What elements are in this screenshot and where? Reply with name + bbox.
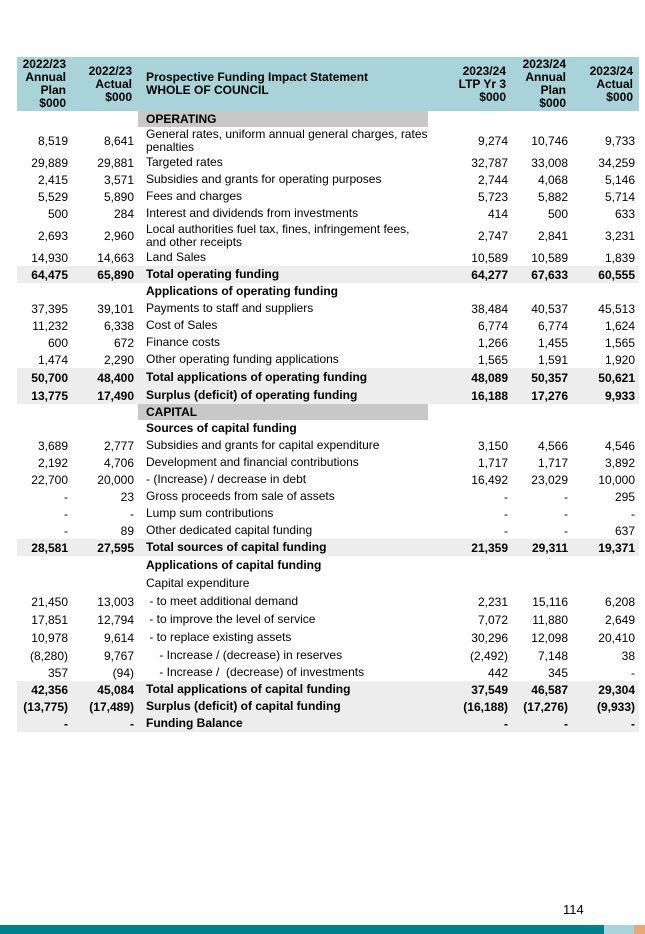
cell-actual-2022: 284 <box>113 206 134 221</box>
table-row <box>17 317 639 334</box>
cell-annual-plan-2023: 23,029 <box>531 472 568 487</box>
cell-actual-2022: 29,881 <box>97 155 134 170</box>
cell-description: Fees and charges <box>146 189 243 203</box>
cell-actual-2023: 3,231 <box>604 228 635 243</box>
cell-actual-2023: 50,621 <box>598 370 635 385</box>
table-row <box>17 351 639 368</box>
cell-actual-2023: 45,513 <box>598 301 635 316</box>
cell-actual-2022: 8,641 <box>103 133 134 148</box>
table-row <box>17 505 639 522</box>
cell-annual-plan-2023 <box>512 404 572 420</box>
cell-actual-2023: 1,565 <box>604 335 635 350</box>
cell-annual-plan-2023: 46,587 <box>531 682 568 697</box>
subheading-row <box>17 556 639 575</box>
cell-annual-plan-2023: 4,566 <box>537 438 568 453</box>
header-col-actual-2023: 2023/24 Actual $000 <box>589 63 633 104</box>
cell-ltp-2023 <box>428 404 512 420</box>
cell-annual-plan-2022: 3,689 <box>37 438 68 453</box>
header-col-ltp-2023: 2023/24 LTP Yr 3 $000 <box>458 63 506 104</box>
cell-actual-2023: 2,649 <box>604 612 635 627</box>
cell-annual-plan-2023: 10,589 <box>531 250 568 265</box>
cell-annual-plan-2023: 11,880 <box>532 612 568 627</box>
table-header <box>17 57 639 111</box>
cell-annual-plan-2022: 64,475 <box>31 267 68 282</box>
cell-annual-plan-2022: - <box>64 523 68 538</box>
cell-annual-plan-2022: 500 <box>47 206 68 221</box>
cell-actual-2023: 1,920 <box>604 352 635 367</box>
cell-annual-plan-2023: 6,774 <box>537 318 568 333</box>
cell-actual-2022: 3,571 <box>103 172 134 187</box>
cell-actual-2023: 34,259 <box>598 155 635 170</box>
cell-actual-2022 <box>72 404 138 420</box>
cell-annual-plan-2022: 2,415 <box>37 172 68 187</box>
cell-ltp-2023: 5,723 <box>477 189 508 204</box>
cell-annual-plan-2022: 8,519 <box>37 133 68 148</box>
cell-annual-plan-2022: 17,851 <box>31 612 68 627</box>
table-row <box>17 334 639 351</box>
cell-ltp-2023: - <box>504 506 508 521</box>
cell-actual-2022: - <box>130 506 134 521</box>
cell-annual-plan-2023: (17,276) <box>523 699 568 714</box>
cell-annual-plan-2022: 2,693 <box>37 228 68 243</box>
cell-actual-2023: 633 <box>614 206 635 221</box>
cell-annual-plan-2023: 10,746 <box>531 133 568 148</box>
cell-actual-2022: 48,400 <box>97 370 134 385</box>
cell-actual-2023: 5,714 <box>604 189 635 204</box>
cell-annual-plan-2022: 29,889 <box>31 155 68 170</box>
cell-description: Other dedicated capital funding <box>146 523 313 537</box>
cell-actual-2023: 19,371 <box>598 540 635 555</box>
cell-actual-2022: 9,614 <box>103 630 134 645</box>
cell-ltp-2023: 7,072 <box>477 612 508 627</box>
table-row <box>17 127 639 154</box>
subheading-row <box>17 420 639 437</box>
cell-annual-plan-2023: - <box>564 506 568 521</box>
cell-actual-2023: 60,555 <box>598 267 635 282</box>
table-body <box>17 111 639 732</box>
table-row <box>17 437 639 454</box>
cell-description: Subsidies and grants for operating purposes <box>146 172 382 186</box>
cell-description: Funding Balance <box>146 716 243 730</box>
cell-actual-2023 <box>572 404 639 420</box>
cell-description: Development and financial contributions <box>146 455 359 469</box>
cell-actual-2023: 9,933 <box>604 388 635 403</box>
cell-description: - (Increase) / decrease in debt <box>146 472 307 486</box>
cell-ltp-2023: 2,744 <box>477 172 508 187</box>
cell-actual-2022: 27,595 <box>97 540 134 555</box>
cell-actual-2023: 10,000 <box>598 472 635 487</box>
header-col-annual-plan-2023: 2023/24 Annual Plan $000 <box>522 57 566 110</box>
cell-description: Other operating funding applications <box>146 352 339 366</box>
cell-actual-2022: (17,489) <box>89 699 134 714</box>
table-row <box>17 628 639 647</box>
section-row <box>17 111 639 127</box>
table-row <box>17 300 639 317</box>
cell-ltp-2023: 64,277 <box>471 267 508 282</box>
cell-actual-2022: 4,706 <box>103 455 134 470</box>
cell-ltp-2023: 16,188 <box>471 388 508 403</box>
cell-ltp-2023: 414 <box>487 206 508 221</box>
cell-annual-plan-2022: 2,192 <box>37 455 68 470</box>
cell-ltp-2023: 37,549 <box>471 682 508 697</box>
cell-actual-2023: 5,146 <box>604 172 635 187</box>
footer-bar <box>0 925 645 934</box>
cell-annual-plan-2023 <box>512 111 572 127</box>
cell-description: Surplus (deficit) of capital funding <box>146 699 341 713</box>
cell-annual-plan-2023: 17,276 <box>531 388 568 403</box>
total-row <box>17 266 639 283</box>
cell-annual-plan-2023: 33,008 <box>531 155 568 170</box>
footer-accent-orange <box>634 925 645 934</box>
cell-ltp-2023: 1,266 <box>477 335 508 350</box>
cell-ltp-2023: 16,492 <box>471 472 508 487</box>
table-row <box>17 664 639 681</box>
cell-actual-2023: - <box>631 665 635 680</box>
header-col-annual-plan-2022: 2022/23 Annual Plan $000 <box>22 57 66 110</box>
cell-actual-2022 <box>72 111 138 127</box>
cell-description: Capital expenditure <box>146 576 250 590</box>
cell-annual-plan-2022: (8,280) <box>29 648 68 663</box>
cell-annual-plan-2022: 11,232 <box>32 318 68 333</box>
table-row <box>17 222 639 249</box>
cell-ltp-2023: 6,774 <box>477 318 508 333</box>
cell-description: Total sources of capital funding <box>146 540 327 554</box>
table-row <box>17 171 639 188</box>
cell-actual-2022: 5,890 <box>103 189 134 204</box>
cell-annual-plan-2022: 28,581 <box>31 540 68 555</box>
cell-actual-2022: 45,084 <box>97 682 134 697</box>
cell-actual-2023 <box>572 111 639 127</box>
cell-annual-plan-2023: - <box>564 523 568 538</box>
cell-annual-plan-2023: 1,591 <box>537 352 568 367</box>
cell-ltp-2023: 1,565 <box>477 352 508 367</box>
cell-annual-plan-2022 <box>17 404 72 420</box>
cell-annual-plan-2022: 10,978 <box>31 630 68 645</box>
cell-annual-plan-2022: 13,775 <box>31 388 68 403</box>
cell-description: - Increase / (decrease) of investments <box>146 665 365 679</box>
cell-actual-2022: 13,003 <box>97 594 134 609</box>
cell-ltp-2023: 9,274 <box>477 133 508 148</box>
cell-description: - Increase / (decrease) in reserves <box>146 648 343 662</box>
cell-annual-plan-2022: 21,450 <box>31 594 68 609</box>
cell-actual-2023: 637 <box>614 523 635 538</box>
cell-actual-2023: (9,933) <box>596 699 635 714</box>
cell-actual-2023: 4,546 <box>604 438 635 453</box>
cell-description: CAPITAL <box>146 404 198 419</box>
cell-actual-2022: 6,338 <box>103 318 134 333</box>
cell-annual-plan-2023: 12,098 <box>531 630 568 645</box>
total-row <box>17 368 639 387</box>
cell-description: - to improve the level of service <box>146 612 316 626</box>
cell-description: Payments to staff and suppliers <box>146 301 314 315</box>
table-row <box>17 592 639 611</box>
cell-description: - to meet additional demand <box>146 594 299 608</box>
cell-description: Total operating funding <box>146 267 280 281</box>
cell-annual-plan-2023: 1,717 <box>537 455 568 470</box>
cell-annual-plan-2023: 500 <box>547 206 568 221</box>
page-number: 114 <box>563 902 584 917</box>
cell-ltp-2023: 3,150 <box>477 438 508 453</box>
table-row <box>17 205 639 222</box>
cell-actual-2023: 3,892 <box>604 455 635 470</box>
cell-annual-plan-2023: 4,068 <box>537 172 568 187</box>
cell-description: Surplus (deficit) of operating funding <box>146 388 358 402</box>
cell-annual-plan-2022: 357 <box>47 665 68 680</box>
cell-description: Applications of capital funding <box>146 558 322 572</box>
table-row <box>17 249 639 266</box>
table-row <box>17 522 639 539</box>
header-title: Prospective Funding Impact Statement WHOLE OF COUNCIL <box>146 70 369 97</box>
cell-description: General rates, uniform annual general charges, rates penalties <box>146 126 431 154</box>
cell-ltp-2023: (16,188) <box>463 699 508 714</box>
cell-actual-2023: 9,733 <box>604 133 635 148</box>
cell-annual-plan-2023: 7,148 <box>537 648 568 663</box>
cell-actual-2023: 6,208 <box>604 594 635 609</box>
cell-annual-plan-2023: - <box>564 716 568 731</box>
cell-actual-2022: 12,794 <box>97 612 134 627</box>
cell-description: OPERATING <box>146 111 217 126</box>
cell-ltp-2023: 10,589 <box>471 250 508 265</box>
cell-annual-plan-2022: 600 <box>47 335 68 350</box>
subheading-row <box>17 283 639 300</box>
cell-actual-2022: 2,960 <box>103 228 134 243</box>
cell-ltp-2023: 1,717 <box>477 455 508 470</box>
cell-actual-2022: 672 <box>113 335 134 350</box>
cell-annual-plan-2023: 40,537 <box>531 301 568 316</box>
cell-annual-plan-2023: - <box>564 489 568 504</box>
table-row <box>17 188 639 205</box>
cell-description: Finance costs <box>146 335 221 349</box>
table-row <box>17 488 639 505</box>
cell-actual-2022: - <box>130 716 134 731</box>
cell-actual-2022: 23 <box>120 489 134 504</box>
table-row <box>17 471 639 488</box>
cell-ltp-2023: 2,231 <box>477 594 508 609</box>
cell-ltp-2023: 48,089 <box>471 370 508 385</box>
section-row <box>17 404 639 420</box>
cell-annual-plan-2023: 67,633 <box>531 267 568 282</box>
cell-ltp-2023: - <box>504 489 508 504</box>
cell-actual-2023: 295 <box>614 489 635 504</box>
cell-ltp-2023: 32,787 <box>471 155 508 170</box>
cell-annual-plan-2022: (13,775) <box>23 699 68 714</box>
cell-annual-plan-2023: 5,882 <box>537 189 568 204</box>
cell-actual-2023: - <box>631 506 635 521</box>
total-row <box>17 715 639 732</box>
total-row <box>17 387 639 404</box>
cell-description: Land Sales <box>146 250 207 264</box>
cell-annual-plan-2022: 22,700 <box>31 472 68 487</box>
cell-ltp-2023: 30,296 <box>471 630 508 645</box>
cell-annual-plan-2022: 5,529 <box>37 189 68 204</box>
cell-ltp-2023: 2,747 <box>477 228 508 243</box>
cell-annual-plan-2022: 1,474 <box>37 352 68 367</box>
cell-annual-plan-2022: 37,395 <box>31 301 68 316</box>
cell-ltp-2023: 21,359 <box>471 540 508 555</box>
cell-actual-2022: 9,767 <box>103 648 134 663</box>
cell-ltp-2023: (2,492) <box>469 648 508 663</box>
cell-actual-2023: 1,839 <box>604 250 635 265</box>
cell-actual-2022: 39,101 <box>97 301 134 316</box>
table-row <box>17 647 639 664</box>
cell-actual-2023: 38 <box>621 648 635 663</box>
cell-annual-plan-2023: 50,357 <box>531 370 568 385</box>
cell-annual-plan-2022 <box>17 111 72 127</box>
cell-annual-plan-2023: 1,455 <box>537 335 568 350</box>
table-row <box>17 575 639 592</box>
cell-annual-plan-2022: 14,930 <box>31 250 68 265</box>
cell-annual-plan-2023: 2,841 <box>537 228 568 243</box>
cell-annual-plan-2022: - <box>64 716 68 731</box>
cell-actual-2022: 2,290 <box>103 352 134 367</box>
cell-ltp-2023: 442 <box>487 665 508 680</box>
cell-description: Interest and dividends from investments <box>146 206 359 220</box>
table-row <box>17 611 639 628</box>
cell-actual-2022: (94) <box>112 665 134 680</box>
cell-annual-plan-2023: 15,116 <box>532 594 568 609</box>
cell-ltp-2023: - <box>504 716 508 731</box>
total-row <box>17 539 639 556</box>
cell-description: - to replace existing assets <box>146 630 292 644</box>
total-row <box>17 698 639 715</box>
table-row <box>17 154 639 171</box>
cell-annual-plan-2022: 42,356 <box>31 682 68 697</box>
cell-actual-2023: - <box>631 716 635 731</box>
cell-description: Targeted rates <box>146 155 223 169</box>
cell-description: Lump sum contributions <box>146 506 274 520</box>
cell-description: Gross proceeds from sale of assets <box>146 489 335 503</box>
cell-annual-plan-2022: 50,700 <box>31 370 68 385</box>
cell-description: Cost of Sales <box>146 318 218 332</box>
cell-description: Sources of capital funding <box>146 421 297 435</box>
header-col-actual-2022: 2022/23 Actual $000 <box>88 63 132 104</box>
cell-actual-2022: 2,777 <box>103 438 134 453</box>
cell-description: Subsidies and grants for capital expenditure <box>146 438 380 452</box>
cell-actual-2022: 20,000 <box>97 472 134 487</box>
cell-actual-2022: 89 <box>120 523 134 538</box>
cell-actual-2023: 20,410 <box>598 630 635 645</box>
cell-actual-2022: 65,890 <box>97 267 134 282</box>
table-row <box>17 454 639 471</box>
cell-annual-plan-2022: - <box>64 506 68 521</box>
cell-actual-2023: 1,624 <box>604 318 635 333</box>
cell-ltp-2023: - <box>504 523 508 538</box>
footer-accent <box>604 925 634 934</box>
cell-ltp-2023: 38,484 <box>471 301 508 316</box>
funding-impact-table <box>17 57 639 732</box>
cell-description: Applications of operating funding <box>146 284 338 298</box>
cell-description: Local authorities fuel tax, fines, infringement fees, and other receipts <box>146 221 413 249</box>
cell-description: Total applications of capital funding <box>146 682 351 696</box>
cell-description: Total applications of operating funding <box>146 370 368 384</box>
cell-ltp-2023 <box>428 111 512 127</box>
cell-annual-plan-2022: - <box>64 489 68 504</box>
cell-actual-2022: 17,490 <box>97 388 134 403</box>
cell-annual-plan-2023: 345 <box>547 665 568 680</box>
cell-actual-2023: 29,304 <box>598 682 635 697</box>
total-row <box>17 681 639 698</box>
cell-annual-plan-2023: 29,311 <box>531 540 568 555</box>
cell-actual-2022: 14,663 <box>97 250 134 265</box>
